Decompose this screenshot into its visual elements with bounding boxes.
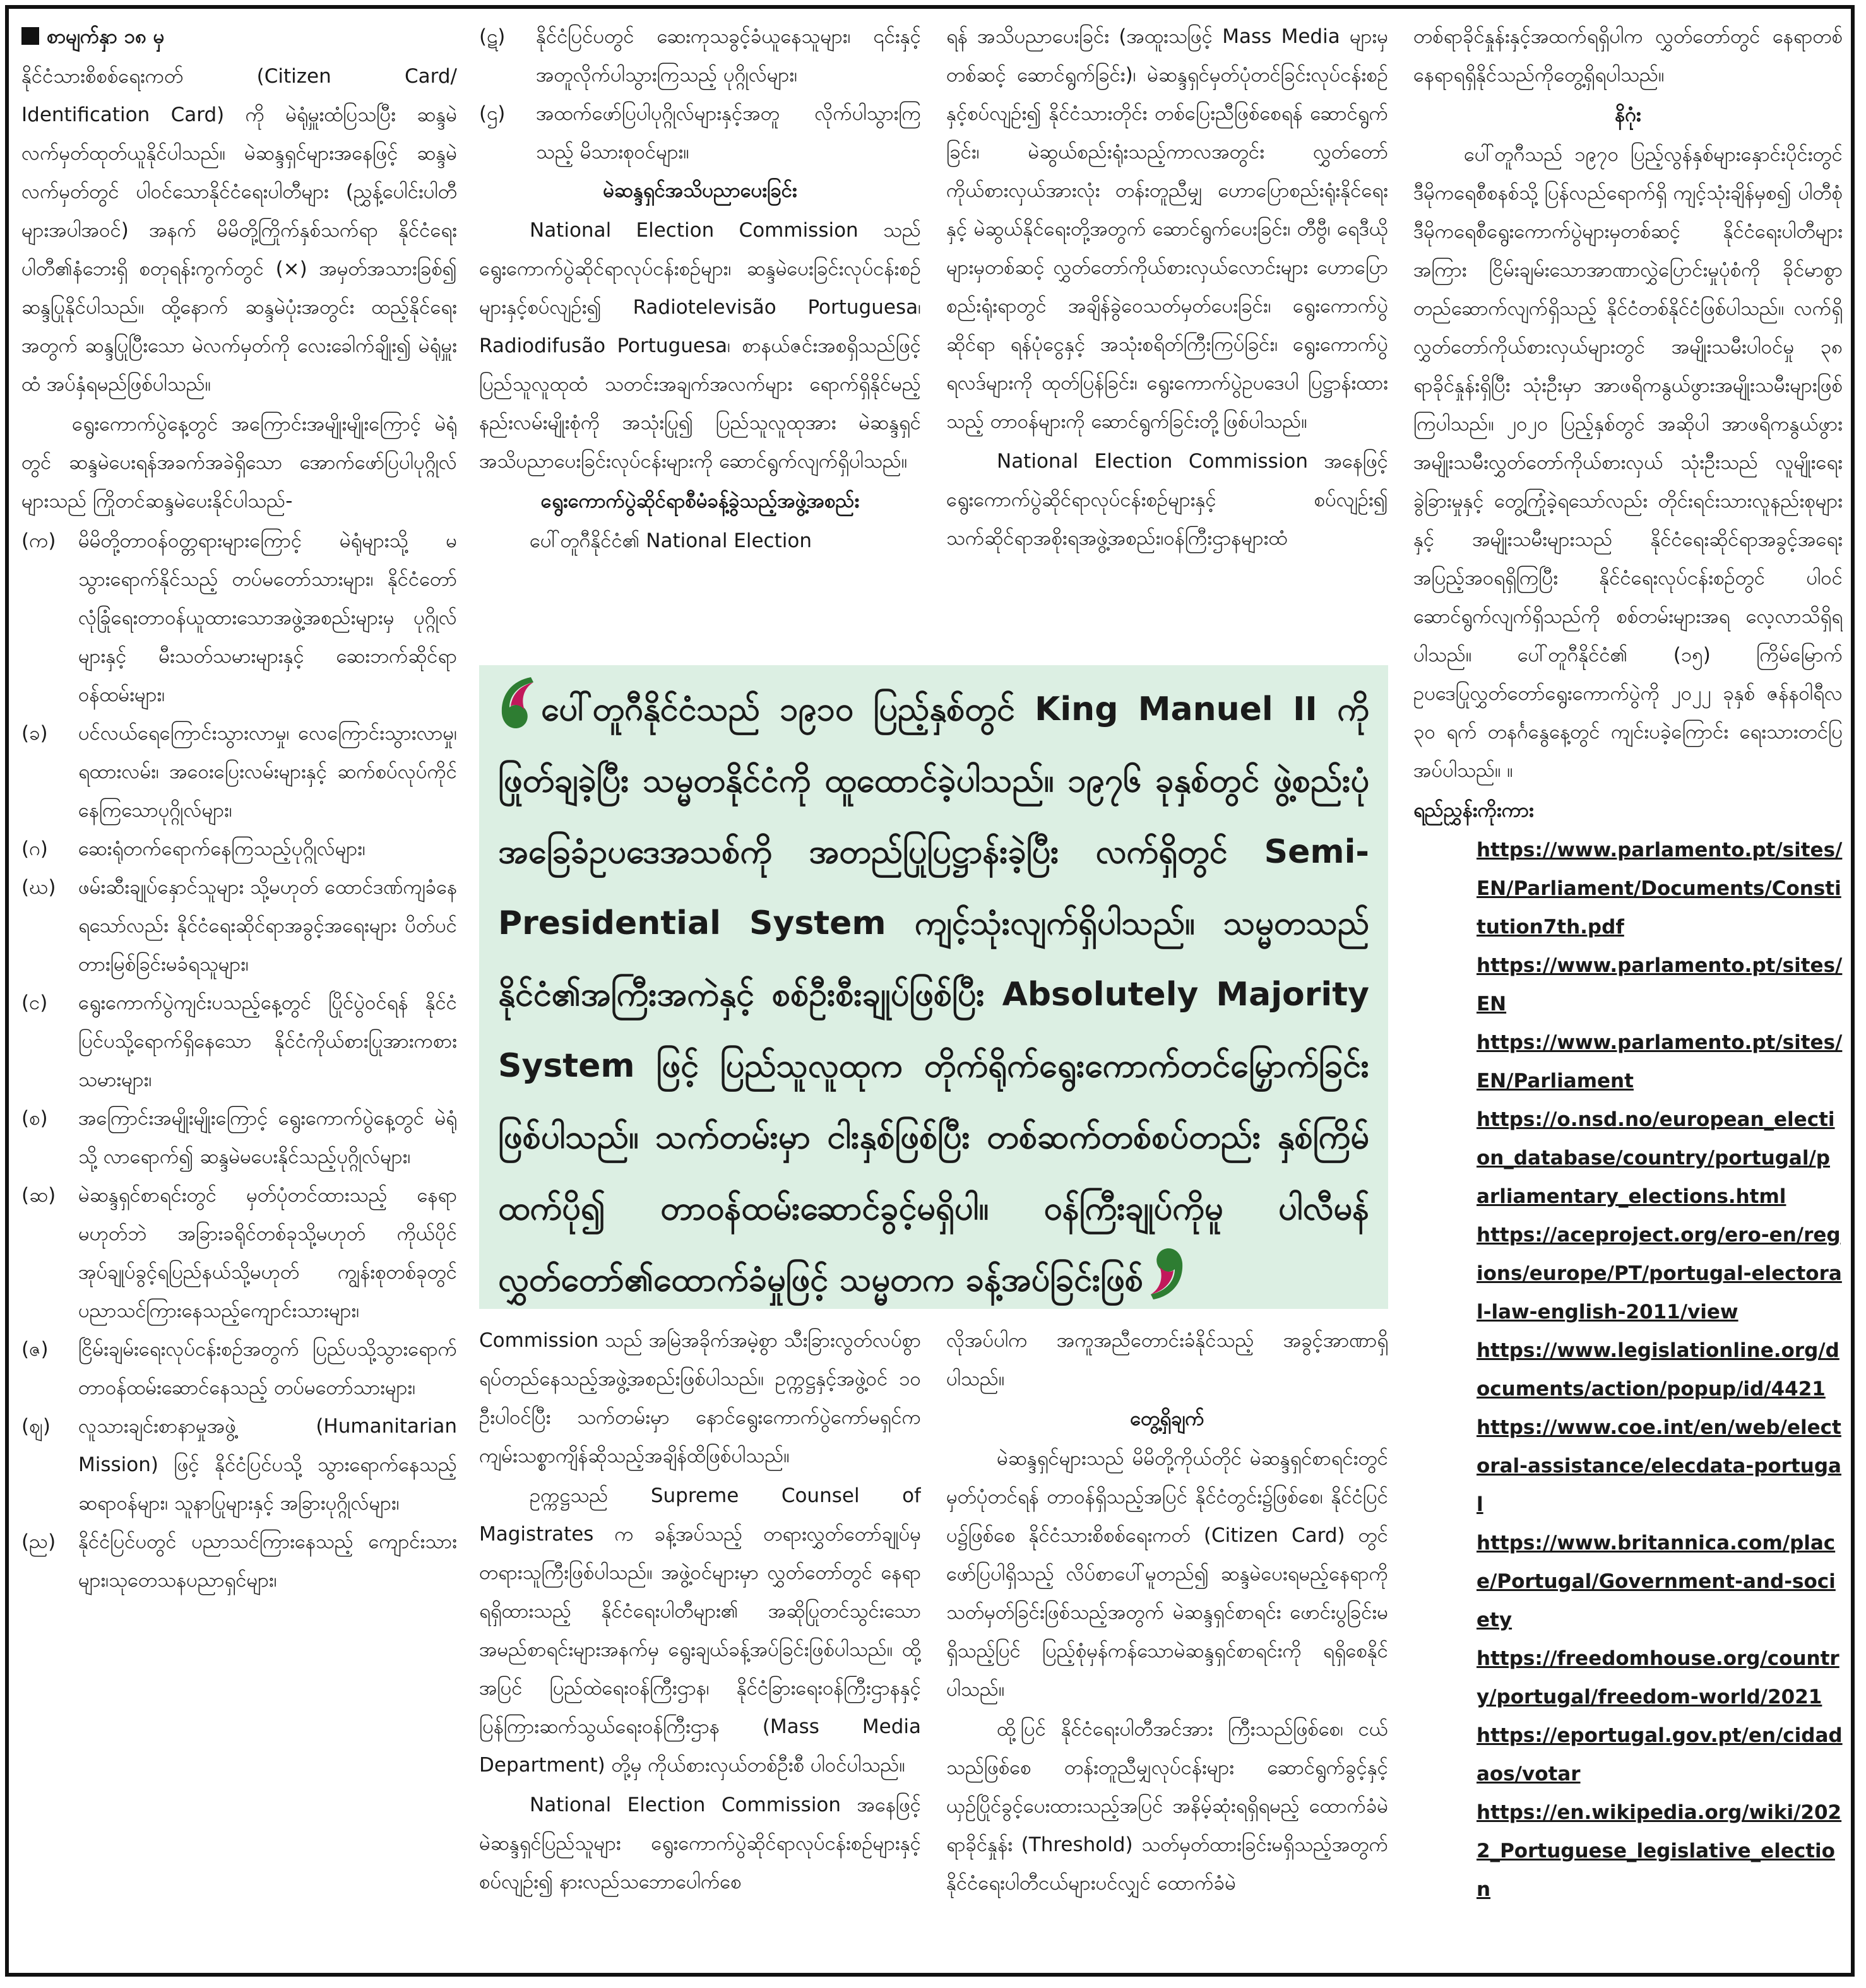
list-marker: (ဋ): [479, 25, 506, 48]
reference-link[interactable]: https://www.britannica.com/place/Portugal/Government-and-society: [1477, 1532, 1836, 1631]
list-marker: (က): [21, 530, 56, 552]
list-marker: (ဈ): [21, 1415, 51, 1438]
references-heading: ရည်ညွှန်းကိုးကား: [1413, 799, 1534, 822]
list-item-text: အကြောင်းအမျိုးမျိုးကြောင့် ရွေးကောက်ပွဲနေ့တွင် မဲရုံသို့ လာရောက်၍ ဆန္ဒမဲမပေးနိုင်သည့်ပုဂ္ဂိုလ်များ၊: [78, 1107, 457, 1168]
list-item: [21, 1330, 457, 1407]
list-marker: (ဃ): [21, 876, 56, 899]
open-quote-icon: [498, 675, 536, 731]
paragraph: Commission သည် အမြဲအခိုက်အမဲ့စွာ သီးခြားလွတ်လပ်စွာ ရပ်တည်နေသည့်အဖွဲ့အစည်းဖြစ်ပါသည်။ ဥက္ကဋ္ဌနှင့်အဖွဲ့ဝင် ၁၀ ဦးပါဝင်ပြီး သက်တမ်းမှာ နောင်ရွေးကောက်ပွဲကော်မရှင်က ကျမ်းသစ္စာကျိန်ဆိုသည့်အချိန်ထိဖြစ်ပါသည်။: [479, 1329, 921, 1467]
list-marker: (ဂ): [21, 837, 48, 860]
paragraph: ဥက္ကဋ္ဌသည် Supreme Counsel of Magistrates က ခန့်အပ်သည့် တရားလွှတ်တော်ချုပ်မှ တရားသူကြီးဖြစ်ပါသည်။ အဖွဲ့ဝင်များမှာ လွှတ်တော်တွင် နေရာရရှိထားသည့် နိုင်ငံရေးပါတီများ၏ အဆိုပြုတင်သွင်းသော အမည်စာရင်းများအနက်မှ ရွေးချယ်ခန့်အပ်ခြင်းဖြစ်ပါသည်။ ထို့အပြင် ပြည်ထဲရေးဝန်ကြီးဌာန၊ နိုင်ငံခြားရေးဝန်ကြီးဌာနနှင့် ပြန်ကြားဆက်သွယ်ရေးဝန်ကြီးဌာန (Mass Media Department) တို့မှ ကိုယ်စားလှယ်တစ်ဦးစီ ပါဝင်ပါသည်။: [479, 1484, 921, 1777]
paragraph: ပေါ်တူဂီသည် ၁၉၇၀ ပြည့်လွန်နှစ်များနှောင်းပိုင်းတွင် ဒီမိုကရေစီစနစ်သို့ ပြန်လည်ရောက်ရှိ ကျင့်သုံးချိန်မှစ၍ ပါတီစုံဒီမိုကရေစီရွေးကောက်ပွဲများမှတစ်ဆင့် နိုင်ငံရေးပါတီများအကြား ငြိမ်းချမ်းသောအာဏာလွှဲပြောင်းမှုပုံစံကို ခိုင်မာစွာတည်ဆောက်လျက်ရှိသည့် နိုင်ငံတစ်နိုင်ငံဖြစ်ပါသည်။ လက်ရှိလွှတ်တော်ကိုယ်စားလှယ်များတွင် အမျိုးသမီးပါဝင်မှု ၃၈ ရာခိုင်နှုန်းရှိပြီး သုံးဦးမှာ အာဖရိကနွယ်ဖွားအမျိုးသမီးများဖြစ်ကြပါသည်။ ၂၀၂၀ ပြည့်နှစ်တွင် အဆိုပါ အာဖရိကနွယ်ဖွား အမျိုးသမီးလွှတ်တော်ကိုယ်စားလှယ် သုံးဦးသည် လူမျိုးရေးခွဲခြားမှုနှင့် တွေ့ကြုံခဲ့ရသော်လည်း တိုင်းရင်းသားလူနည်းစုများနှင့် အမျိုးသမီးများသည် နိုင်ငံရေးဆိုင်ရာအခွင့်အရေးအပြည့်အဝရရှိကြပြီး နိုင်ငံရေးလုပ်ငန်းစဉ်တွင် ပါဝင်ဆောင်ရွက်လျက်ရှိသည်ကို စစ်တမ်းများအရ လေ့လာသိရှိရပါသည်။ ပေါ်တူဂီနိုင်ငံ၏ (၁၅) ကြိမ်မြောက် ဥပဒေပြုလွှတ်တော်ရွေးကောက်ပွဲကို ၂၀၂၂ ခုနှစ် ဇန်နဝါရီလ ၃၀ ရက် တနင်္ဂနွေနေ့တွင် ကျင်းပခဲ့ကြောင်း ရေးသားတင်ပြအပ်ပါသည်။ ။: [1413, 143, 1843, 782]
list-item-text: ပင်လယ်ရေကြောင်းသွားလာမှု၊ လေကြောင်းသွားလာမှု၊ ရထားလမ်း၊ အဝေးပြေးလမ်းများနှင့် ဆက်စပ်လုပ်ကိုင်နေကြသောပုဂ္ဂိုလ်များ၊: [78, 722, 457, 822]
column-1: [21, 18, 457, 1961]
square-bullet-icon: [21, 27, 39, 45]
paragraph: တစ်ရာခိုင်နှုန်းနှင့်အထက်ရရှိပါက လွှတ်တော်တွင် နေရာတစ်နေရာရရှိနိုင်သည်ကိုတွေ့ရှိရပါသည်။: [1413, 25, 1843, 86]
section-heading: ရွေးကောက်ပွဲဆိုင်ရာစီမံခန့်ခွဲသည့်အဖွဲ့အစည်း: [540, 490, 860, 512]
list-item: [479, 18, 921, 95]
list-marker: (စ): [21, 1107, 48, 1130]
list-item-text: နိုင်ငံပြင်ပတွင် ပညာသင်ကြားနေသည့် ကျောင်းသားများ၊သုတေသနပညာရှင်များ၊: [78, 1530, 457, 1592]
reference-link[interactable]: https://www.parlamento.pt/sites/EN/Parliament/Documents/Constitution7th.pdf: [1477, 839, 1843, 938]
reference-link[interactable]: https://eportugal.gov.pt/en/cidadaos/votar: [1477, 1724, 1843, 1785]
list-item-text: အထက်ဖော်ပြပါပုဂ္ဂိုလ်များနှင့်အတူ လိုက်ပါသွားကြသည့် မိသားစုဝင်များ။: [536, 102, 921, 163]
list-marker: (ခ): [21, 722, 48, 745]
reference-link[interactable]: https://www.coe.int/en/web/electoral-assistance/elecdata-portugal: [1477, 1416, 1841, 1516]
section-heading: မဲဆန္ဒရှင်အသိပညာပေးခြင်း: [603, 179, 797, 202]
column-2-bottom: [479, 1322, 921, 1965]
list-marker: (ဆ): [21, 1184, 56, 1207]
list-marker: (ဇ): [21, 1338, 49, 1361]
section-heading: နိဂုံး: [1615, 104, 1641, 126]
advance-voter-list-cont: [479, 18, 921, 172]
list-item-text: ဖမ်းဆီးချုပ်နှောင်သူများ သို့မဟုတ် ထောင်ဒဏ်ကျခံနေရသော်လည်း နိုင်ငံရေးဆိုင်ရာအခွင့်အရေးများ ပိတ်ပင်တားမြစ်ခြင်းမခံရသူများ၊: [78, 876, 457, 976]
list-item: [21, 984, 457, 1099]
column-3-bottom: [946, 1322, 1388, 1965]
list-item-text: မိမိတို့တာဝန်ဝတ္တရားများကြောင့် မဲရုံများသို့ မသွားရောက်နိုင်သည့် တပ်မတော်သားများ၊ နိုင်ငံတော်လုံခြုံရေးတာဝန်ယူထားသောအဖွဲ့အစည်းများမှ ပုဂ္ဂိုလ်များနှင့် မီးသတ်သမားများနှင့် ဆေးဘက်ဆိုင်ရာဝန်ထမ်းများ၊: [78, 530, 457, 706]
list-item-text: မဲဆန္ဒရှင်စာရင်းတွင် မှတ်ပုံတင်ထားသည့် နေရာမဟုတ်ဘဲ အခြားခရိုင်တစ်ခုသို့မဟုတ် ကိုယ်ပိုင်အုပ်ချုပ်ခွင့်ရပြည်နယ်သို့မဟုတ် ကျွန်းစုတစ်ခုတွင် ပညာသင်ကြားနေသည့်ကျောင်းသားများ၊: [78, 1184, 457, 1322]
list-item-text: ဆေးရုံတက်ရောက်နေကြသည့်ပုဂ္ဂိုလ်များ၊: [78, 837, 365, 860]
list-item: [21, 830, 457, 868]
paragraph: National Election Commission အနေဖြင့် ရွေးကောက်ပွဲဆိုင်ရာလုပ်ငန်းစဉ်များနှင့် စပ်လျဉ်း၍ သက်ဆိုင်ရာအစိုးရအဖွဲ့အစည်း၊ဝန်ကြီးဌာနများထံ: [946, 450, 1388, 550]
paragraph: လိုအပ်ပါက အကူအညီတောင်းခံနိုင်သည့် အခွင့်အာဏာရှိပါသည်။: [946, 1329, 1388, 1390]
list-item: [21, 1523, 457, 1600]
list-item: [21, 714, 457, 830]
column-2: [479, 18, 921, 661]
advance-voter-list: [21, 522, 457, 1600]
reference-link[interactable]: https://o.nsd.no/european_election_database/country/portugal/parliamentary_elections.html: [1477, 1108, 1835, 1208]
references-list: [1413, 831, 1843, 1909]
list-item-text: ငြိမ်းချမ်းရေးလုပ်ငန်းစဉ်အတွက် ပြည်ပသို့သွားရောက် တာဝန်ထမ်းဆောင်နေသည့် တပ်မတော်သားများ၊: [78, 1338, 457, 1399]
column-4: [1413, 18, 1843, 1961]
close-quote-icon: [1148, 1245, 1186, 1302]
pull-quote: [479, 665, 1388, 1309]
reference-link[interactable]: https://en.wikipedia.org/wiki/2022_Portuguese_legislative_election: [1477, 1801, 1842, 1901]
reference-link[interactable]: https://www.legislationline.org/documents/action/popup/id/4421: [1477, 1339, 1839, 1400]
list-item: [479, 95, 921, 172]
paragraph: ပေါ်တူဂီနိုင်ငံ၏ National Election: [530, 530, 812, 552]
list-item: [21, 868, 457, 984]
list-item-text: နိုင်ငံပြင်ပတွင် ဆေးကုသခွင့်ခံယူနေသူများ၊ ၎င်းနှင့်အတူလိုက်ပါသွားကြသည့် ပုဂ္ဂိုလ်များ၊: [536, 25, 921, 86]
reference-link[interactable]: https://freedomhouse.org/country/portugal/freedom-world/2021: [1477, 1647, 1839, 1708]
list-item: [21, 522, 457, 714]
list-item-text: ရွေးကောက်ပွဲကျင်းပသည့်နေ့တွင် ပြိုင်ပွဲဝင်ရန် နိုင်ငံပြင်ပသို့ရောက်ရှိနေသော နိုင်ငံကိုယ်စားပြုအားကစားသမားများ၊: [78, 991, 457, 1091]
list-item: [21, 1099, 457, 1176]
paragraph: National Election Commission အနေဖြင့် မဲဆန္ဒရှင်ပြည်သူများ ရွေးကောက်ပွဲဆိုင်ရာလုပ်ငန်းစဉ်များနှင့်စပ်လျဉ်း၍ နားလည်သဘောပေါက်စေ: [479, 1794, 921, 1893]
paragraph: မဲဆန္ဒရှင်များသည် မိမိတို့ကိုယ်တိုင် မဲဆန္ဒရှင်စာရင်းတွင်မှတ်ပုံတင်ရန် တာဝန်ရှိသည့်အပြင် နိုင်ငံတွင်း၌ဖြစ်စေ၊ နိုင်ငံပြင်ပ၌ဖြစ်စေ နိုင်ငံသားစိစစ်ရေးကတ် (Citizen Card) တွင် ဖော်ပြပါရှိသည့် လိပ်စာပေါ်မူတည်၍ ဆန္ဒမဲပေးရမည့်နေရာကို သတ်မှတ်ခြင်းဖြစ်သည့်အတွက် မဲဆန္ဒရှင်စာရင်း ဖောင်းပွခြင်းမရှိသည့်ပြင် ပြည့်စုံမှန်ကန်သောမဲဆန္ဒရှင်စာရင်းကို ရရှိစေနိုင်ပါသည်။: [946, 1447, 1388, 1701]
section-heading: တွေ့ရှိချက်: [1130, 1407, 1204, 1430]
list-item-text: လူသားချင်းစာနာမှုအဖွဲ့ (Humanitarian Mission) ဖြင့် နိုင်ငံပြင်ပသို့ သွားရောက်နေသည့် ဆရာဝန်များ၊ သူနာပြုများနှင့် အခြားပုဂ္ဂိုလ်များ၊: [78, 1415, 457, 1515]
list-item: [21, 1176, 457, 1330]
continued-from-label: စာမျက်နှာ ၁၈ မှ: [21, 18, 457, 56]
list-marker: (င): [21, 991, 48, 1014]
reference-link[interactable]: https://www.parlamento.pt/sites/EN: [1477, 954, 1843, 1015]
reference-link[interactable]: https://aceproject.org/ero-en/regions/europe/PT/portugal-electoral-law-english-2011/view: [1477, 1224, 1842, 1323]
pull-quote-text: ပေါ်တူဂီနိုင်ငံသည် ၁၉၁၀ ပြည့်နှစ်တွင် King Manuel II ကို ဖြုတ်ချခဲ့ပြီး သမ္မတနိုင်ငံကို ထူထောင်ခဲ့ပါသည်။ ၁၉၇၆ ခုနှစ်တွင် ဖွဲ့စည်းပုံအခြေခံဥပဒေအသစ်ကို အတည်ပြုပြဋ္ဌာန်းခဲ့ပြီး လက်ရှိတွင် Semi-Presidential System ကျင့်သုံးလျက်ရှိပါသည်။ သမ္မတသည် နိုင်ငံ၏အကြီးအကဲနှင့် စစ်ဦးစီးချုပ်ဖြစ်ပြီး Absolutely Majority System ဖြင့် ပြည်သူလူထုက တိုက်ရိုက်ရွေးကောက်တင်မြှောက်ခြင်းဖြစ်ပါသည်။ သက်တမ်းမှာ ငါးနှစ်ဖြစ်ပြီး တစ်ဆက်တစ်စပ်တည်း နှစ်ကြိမ်ထက်ပို၍ တာဝန်ထမ်းဆောင်ခွင့်မရှိပါ။ ဝန်ကြီးချုပ်ကိုမူ ပါလီမန်လွှတ်တော်၏ထောက်ခံမှုဖြင့် သမ္မတက ခန့်အပ်ခြင်းဖြစ်: [498, 690, 1369, 1299]
paragraph: ရွေးကောက်ပွဲနေ့တွင် အကြောင်းအမျိုးမျိုးကြောင့် မဲရုံတွင် ဆန္ဒမဲပေးရန်အခက်အခဲရှိသော အောက်ဖော်ပြပါပုဂ္ဂိုလ်များသည် ကြိုတင်ဆန္ဒမဲပေးနိုင်ပါသည်-: [21, 413, 457, 512]
paragraph: National Election Commission သည် ရွေးကောက်ပွဲဆိုင်ရာလုပ်ငန်းစဉ်များ၊ ဆန္ဒမဲပေးခြင်းလုပ်ငန်းစဉ်များနှင့်စပ်လျဉ်း၍ Radiotelevisão Portuguesa၊ Radiodifusão Portuguesa၊ စာနယ်ဇင်းအစရှိသည်ဖြင့် ပြည်သူလူထုထံ သတင်းအချက်အလက်များ ရောက်ရှိနိုင်မည့်နည်းလမ်းမျိုးစုံကို အသုံးပြု၍ ပြည်သူလူထုအား မဲဆန္ဒရှင်အသိပညာပေးခြင်းလုပ်ငန်းများကို ဆောင်ရွက်လျက်ရှိပါသည်။: [479, 219, 921, 473]
column-3: [946, 18, 1388, 661]
list-item: [21, 1407, 457, 1523]
paragraph: ထို့ပြင် နိုင်ငံရေးပါတီအင်အား ကြီးသည်ဖြစ်စေ၊ ငယ်သည်ဖြစ်စေ တန်းတူညီမျှလုပ်ငန်းများ ဆောင်ရွက်ခွင့်နှင့် ယှဉ်ပြိုင်ခွင့်ပေးထားသည့်အပြင် အနိမ့်ဆုံးရရှိရမည့် ထောက်ခံမဲရာခိုင်နှုန်း (Threshold) သတ်မှတ်ထားခြင်းမရှိသည့်အတွက် နိုင်ငံရေးပါတီငယ်များပင်လျှင် ထောက်ခံမဲ: [946, 1718, 1388, 1895]
paragraph: ရန် အသိပညာပေးခြင်း (အထူးသဖြင့် Mass Media များမှတစ်ဆင့် ဆောင်ရွက်ခြင်း)၊ မဲဆန္ဒရှင်မှတ်ပုံတင်ခြင်းလုပ်ငန်းစဉ်နှင့်စပ်လျဉ်း၍ နိုင်ငံသားတိုင်း တစ်ပြေးညီဖြစ်စေရန် ဆောင်ရွက်ခြင်း၊ မဲဆွယ်စည်းရုံးသည့်ကာလအတွင်း လွှတ်တော်ကိုယ်စားလှယ်အားလုံး တန်းတူညီမျှ ဟောပြောစည်းရုံးနိုင်ရေးနှင့် မဲဆွယ်နိုင်ရေးတို့အတွက် ဆောင်ရွက်ပေးခြင်း၊ တီဗွီ၊ ရေဒီယိုများမှတစ်ဆင့် လွှတ်တော်ကိုယ်စားလှယ်လောင်းများ ဟောပြောစည်းရုံးရာတွင် အချိန်ခွဲဝေသတ်မှတ်ပေးခြင်း၊ ရွေးကောက်ပွဲဆိုင်ရာ ရန်ပုံငွေနှင့် အသုံးစရိတ်ကြီးကြပ်ခြင်း၊ ရွေးကောက်ပွဲရလဒ်များကို ထုတ်ပြန်ခြင်း၊ ရွေးကောက်ပွဲဥပဒေပါ ပြဋ္ဌာန်းထားသည့် တာဝန်များကို ဆောင်ရွက်ခြင်းတို့ဖြစ်ပါသည်။: [946, 25, 1388, 433]
page-frame: [5, 5, 1855, 1977]
list-marker: (ဌ): [479, 102, 506, 125]
list-marker: (ည): [21, 1530, 56, 1553]
reference-link[interactable]: https://www.parlamento.pt/sites/EN/Parliament: [1477, 1031, 1843, 1092]
paragraph: နိုင်ငံသားစိစစ်ရေးကတ် (Citizen Card/ Identification Card) ကို မဲရုံမှူးထံပြသပြီး ဆန္ဒမဲလက်မှတ်ထုတ်ယူနိုင်ပါသည်။ မဲဆန္ဒရှင်များအနေဖြင့် ဆန္ဒမဲလက်မှတ်တွင် ပါဝင်သောနိုင်ငံရေးပါတီများ (ညွှန့်ပေါင်းပါတီများအပါအဝင်) အနက် မိမိတို့ကြိုက်နှစ်သက်ရာ နိုင်ငံရေးပါတီ၏နံဘေးရှိ စတုရန်းကွက်တွင် (×) အမှတ်အသားခြစ်၍ ဆန္ဒပြုနိုင်ပါသည်။ ထို့နောက် ဆန္ဒမဲပုံးအတွင်း ထည့်နိုင်ရေးအတွက် ဆန္ဒပြုပြီးသော မဲလက်မှတ်ကို လေးခေါက်ချိုး၍ မဲရုံမှူးထံ အပ်နှံရမည်ဖြစ်ပါသည်။: [21, 65, 457, 396]
